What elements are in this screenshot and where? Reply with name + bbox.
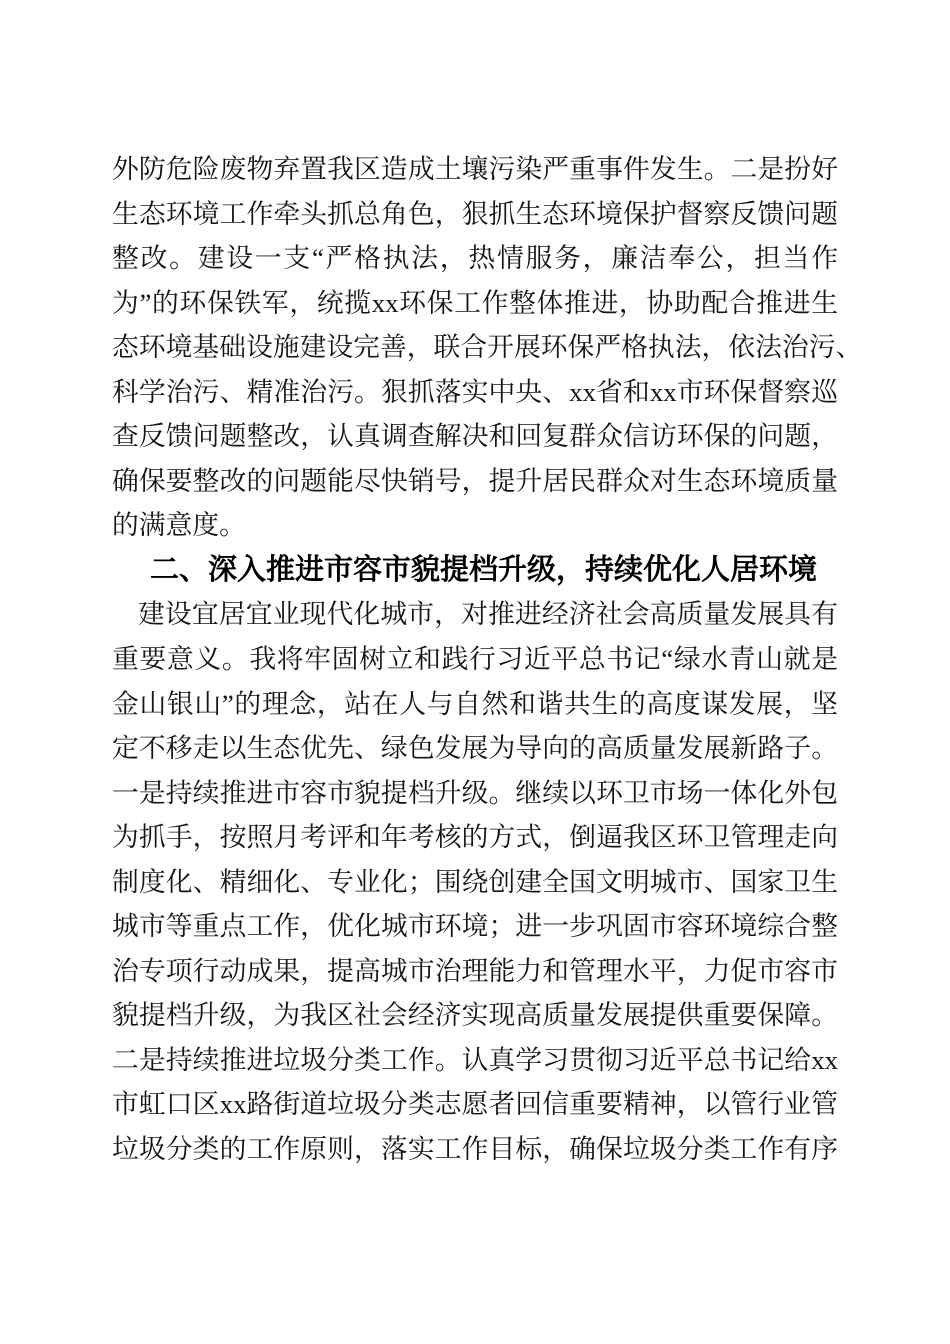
text-line: 重要意义。我将牢固树立和践行习近平总书记“绿水青山就是 <box>112 644 838 675</box>
text-line: 为”的环保铁军，统揽xx环保工作整体推进，协助配合推进生 <box>112 287 838 318</box>
paragraph <box>112 592 838 1171</box>
text-line: 的满意度。 <box>112 510 246 541</box>
text-line: 外防危险废物弃置我区造成土壤污染严重事件发生。二是扮好 <box>112 154 838 184</box>
text-line: 制度化、精细化、专业化；围绕创建全国文明城市、国家卫生 <box>112 866 838 897</box>
paragraph-continuation <box>112 147 863 548</box>
section-heading <box>112 548 838 593</box>
text-line: 垃圾分类的工作原则，落实工作目标，确保垃圾分类工作有序 <box>112 1134 838 1165</box>
text-line: 生态环境工作牵头抓总角色，狠抓生态环境保护督察反馈问题 <box>112 198 838 229</box>
heading-line: 二、深入推进市容市貌提档升级，持续优化人居环境 <box>150 553 818 586</box>
text-line: 确保要整改的问题能尽快销号，提升居民群众对生态环境质量 <box>112 465 838 496</box>
text-line: 态环境基础设施建设完善，联合开展环保严格执法，依法治污、 <box>112 332 863 363</box>
text-line: 整改。建设一支“严格执法，热情服务，廉洁奉公，担当作 <box>112 243 838 274</box>
text-line: 一是持续推进市容市貌提档升级。继续以环卫市场一体化外包 <box>112 777 838 808</box>
text-line: 定不移走以生态优先、绿色发展为导向的高质量发展新路子。 <box>112 733 838 764</box>
text-line: 建设宜居宜业现代化城市，对推进经济社会高质量发展具有 <box>138 599 838 630</box>
text-line: 二是持续推进垃圾分类工作。认真学习贯彻习近平总书记给xx <box>112 1044 838 1075</box>
document-content <box>112 147 863 1172</box>
text-line: 市虹口区xx路街道垃圾分类志愿者回信重要精神，以管行业管 <box>112 1089 838 1120</box>
text-line: 貌提档升级，为我区社会经济实现高质量发展提供重要保障。 <box>112 1000 838 1031</box>
text-line: 城市等重点工作，优化城市环境；进一步巩固市容环境综合整 <box>112 911 838 942</box>
text-line: 金山银山”的理念，站在人与自然和谐共生的高度谋发展，坚 <box>112 688 838 719</box>
text-line: 科学治污、精准治污。狠抓落实中央、xx省和xx市环保督察巡 <box>112 376 838 407</box>
text-line: 治专项行动成果，提高城市治理能力和管理水平，力促市容市 <box>112 955 838 986</box>
text-line: 查反馈问题整改，认真调查解决和回复群众信访环保的问题， <box>112 421 838 452</box>
text-line: 为抓手，按照月考评和年考核的方式，倒逼我区环卫管理走向 <box>112 822 838 853</box>
